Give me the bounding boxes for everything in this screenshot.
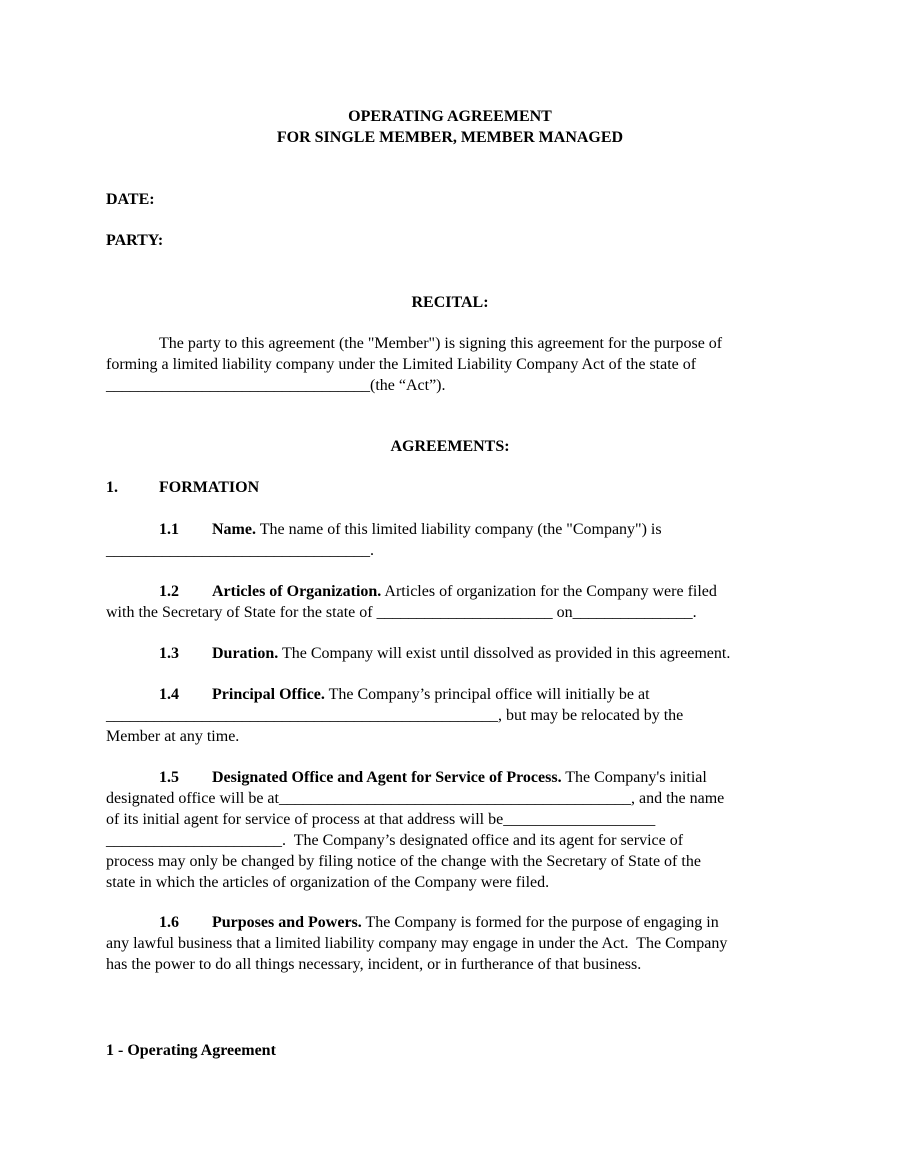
clause-first-line — [212, 520, 662, 540]
clause-text: state in which the articles of organization of the Company were filed. — [106, 874, 550, 891]
document-title: OPERATING AGREEMENT — [348, 108, 552, 125]
clause-text: has the power to do all things necessary, incident, or in furtherance of that business. — [106, 956, 642, 973]
clause-text: ______________________. The Company’s designated office and its agent for service of — [106, 832, 684, 849]
date-label: DATE: — [106, 191, 155, 208]
clause-text: designated office will be at____________________________________________, and the name — [106, 790, 725, 807]
clause-first-line — [212, 582, 717, 602]
page-footer: 1 - Operating Agreement — [106, 1042, 276, 1059]
clause-number: 1.1 — [159, 521, 179, 538]
clause-text: process may only be changed by filing notice of the change with the Secretary of State of the — [106, 853, 701, 870]
clause-text: Articles of organization for the Company were filed — [381, 583, 717, 600]
clause-number: 1.6 — [159, 914, 179, 931]
section-number: 1. — [106, 479, 118, 496]
clause-text: Member at any time. — [106, 728, 240, 745]
clause-first-line — [212, 644, 730, 664]
recital-heading: RECITAL: — [411, 294, 489, 311]
clause-text: _________________________________. — [106, 542, 374, 559]
clause-text: The name of this limited liability company (the "Company") is — [255, 521, 662, 538]
clause-first-line — [212, 913, 719, 933]
recital-line: _________________________________(the “Act”). — [106, 377, 446, 394]
clause-title: Name. — [212, 521, 256, 538]
clause-title: Principal Office. — [212, 686, 325, 703]
clause-number: 1.2 — [159, 583, 179, 600]
clause-number: 1.4 — [159, 686, 179, 703]
clause-title: Designated Office and Agent for Service of Process. — [212, 769, 562, 786]
clause-text: The Company is formed for the purpose of engaging in — [361, 914, 719, 931]
agreements-heading: AGREEMENTS: — [390, 438, 510, 455]
clause-number: 1.5 — [159, 769, 179, 786]
clause-title: Duration. — [212, 645, 279, 662]
clause-first-line — [212, 768, 707, 788]
clause-text: any lawful business that a limited liability company may engage in under the Act. The Company — [106, 935, 728, 952]
clause-number: 1.3 — [159, 645, 179, 662]
document-subtitle: FOR SINGLE MEMBER, MEMBER MANAGED — [276, 129, 624, 146]
clause-text: with the Secretary of State for the state of ______________________ on_______________. — [106, 604, 697, 621]
clause-title: Articles of Organization. — [212, 583, 382, 600]
clause-text: The Company's initial — [561, 769, 707, 786]
recital-line: forming a limited liability company under the Limited Liability Company Act of the state of — [106, 356, 697, 373]
clause-title: Purposes and Powers. — [212, 914, 362, 931]
party-label: PARTY: — [106, 232, 164, 249]
clause-text: of its initial agent for service of process at that address will be___________________ — [106, 811, 656, 828]
section-title: FORMATION — [159, 479, 260, 496]
clause-text: _________________________________________________, but may be relocated by the — [106, 707, 684, 724]
clause-first-line — [212, 685, 650, 705]
clause-text: The Company will exist until dissolved as provided in this agreement. — [278, 645, 731, 662]
recital-line: The party to this agreement (the "Member") is signing this agreement for the purpose of — [159, 335, 723, 352]
clause-text: The Company’s principal office will initially be at — [324, 686, 650, 703]
